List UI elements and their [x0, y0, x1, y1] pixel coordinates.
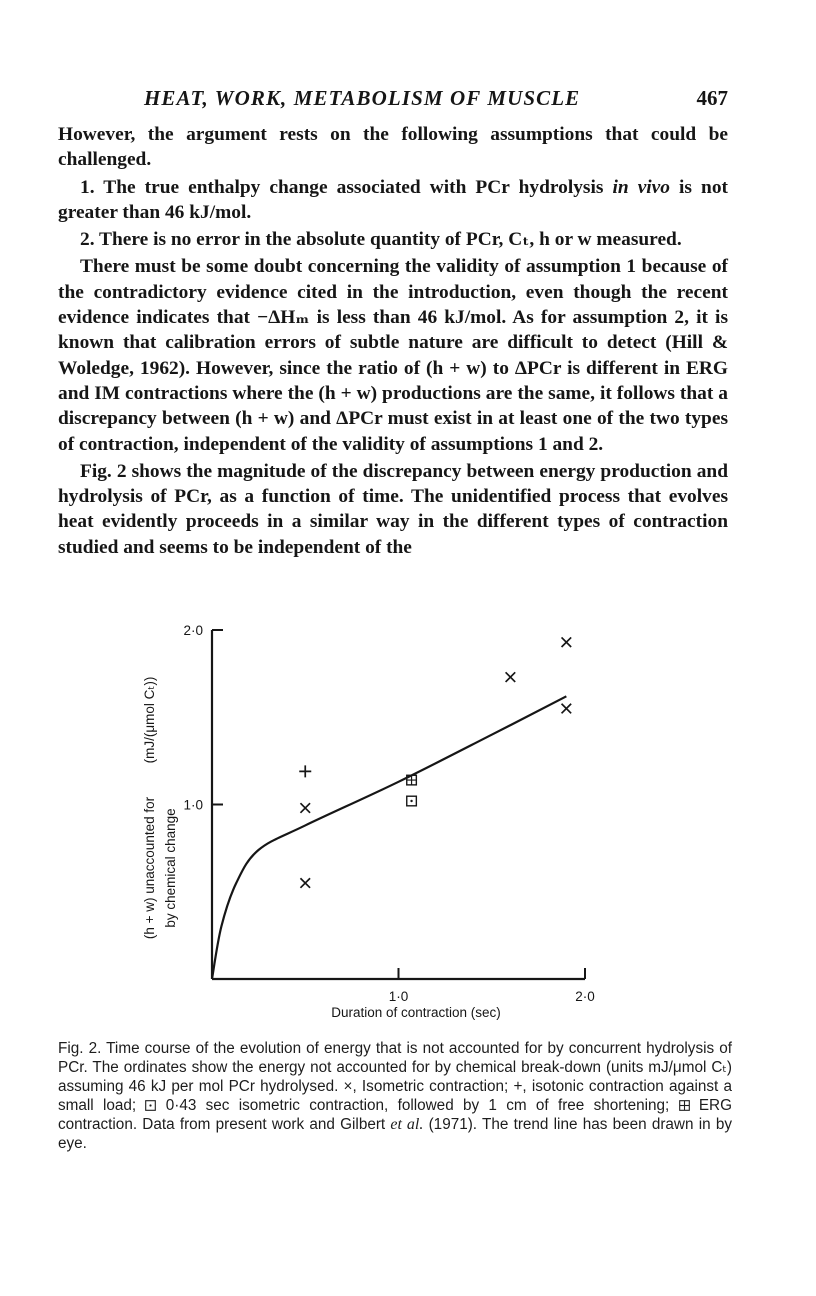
- body-text: [58, 122, 728, 560]
- marker-+-1: [299, 765, 311, 777]
- x-tick-label-2: 2·0: [575, 989, 595, 1004]
- y-axis-label-units: (mJ/(μmol Cₜ)): [142, 676, 157, 764]
- marker-x-5: [562, 704, 572, 714]
- caption-text-1: Fig. 2. Time course of the evolution of energy that is not accounted for by concurrent hydrolysis of PCr. The ordinates show the energy not accounted for by chemical break-down (units mJ/μmol Cₜ) assuming 46 kJ per mol PCr hydrolysed. ×, Isometric contraction; +, isotonic contraction against a small load;: [58, 1040, 732, 1115]
- assumption-1-text-a: 1. The true enthalpy change associated with PCr hydrolysis: [80, 176, 613, 198]
- y-axis-label-line-2: by chemical change: [163, 808, 178, 928]
- paragraph-assumption-2: 2. There is no error in the absolute quantity of PCr, Cₜ, h or w measured.: [80, 229, 682, 251]
- figure-2-chart: [126, 618, 646, 1022]
- caption-text-4: (1971). The trend line has been drawn in by eye.: [58, 1116, 732, 1153]
- paragraph-discussion: There must be some doubt concerning the validity of assumption 1 because of the contradictory evidence cited in the introduction, even though the recent evidence indicates that −ΔHₘ is less than 46 kJ/mol. As for assumption 2, it is known that calibration errors of subtle nature are difficult to detect (Hill & Woledge, 1962). However, since the ratio of (h + w) to ΔPCr is different in ERG and IM contractions where the (h + w) productions are the same, it follows that a discrepancy between (h + w) and ΔPCr must exist in at least one of the two types of contraction, independent of the validity of assumptions 1 and 2.: [58, 256, 728, 455]
- caption-text-2: 0·43 sec isometric contraction, followed by 1 cm of free shortening;: [156, 1097, 679, 1115]
- paragraph-assumption-1: [58, 175, 728, 226]
- assumption-1-italic: in vivo: [612, 176, 670, 198]
- marker-dotted-square-1-dot: [410, 800, 412, 802]
- x-axis-label: Duration of contraction (sec): [331, 1005, 501, 1020]
- caption-et-al: et al.: [390, 1116, 424, 1134]
- marker-x-3: [506, 672, 516, 682]
- x-tick-label-1: 1·0: [388, 989, 409, 1004]
- paragraph-assumptions-intro: However, the argument rests on the following assumptions that could be challenged.: [58, 124, 728, 171]
- y-tick-label-1: 1·0: [183, 797, 203, 813]
- y-axis-label-line-1: (h + w) unaccounted for: [142, 796, 157, 940]
- plus-square-symbol-icon: [679, 1097, 690, 1108]
- marker-x-4: [562, 637, 572, 647]
- marker-x-2: [300, 878, 310, 888]
- dotted-square-symbol-icon: [145, 1097, 156, 1108]
- trend-line: [212, 696, 566, 979]
- figure-caption: [58, 1039, 732, 1154]
- assumption-1-text-b: is not greater than 46 kJ/mol.: [58, 176, 728, 223]
- page-number: 467: [696, 86, 728, 110]
- caption-text-3: ERG contraction. Data from present work and Gilbert: [58, 1097, 732, 1134]
- marker-x-1: [300, 803, 310, 813]
- figure-2: [126, 618, 646, 1022]
- y-tick-label-2: 2·0: [183, 623, 203, 638]
- running-title: HEAT, WORK, METABOLISM OF MUSCLE: [144, 86, 581, 110]
- paragraph-fig-intro: Fig. 2 shows the magnitude of the discrepancy between energy production and hydrolysis of PCr, as a function of time. The unidentified process that evolves heat evidently proceeds in a similar way in the different types of contraction studied and seems to be independent of the: [58, 460, 728, 558]
- page-header: [58, 86, 728, 116]
